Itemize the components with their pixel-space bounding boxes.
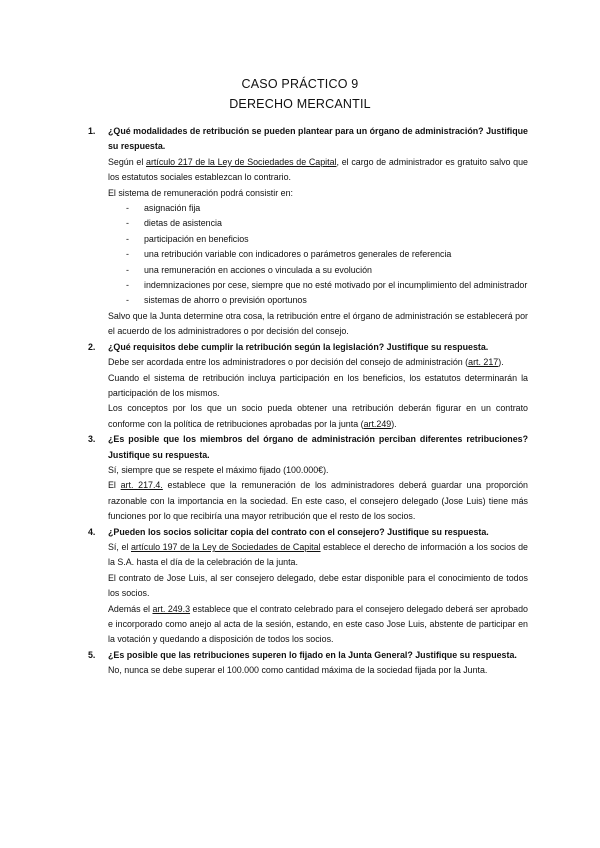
- remuneration-list: [108, 201, 528, 309]
- answer-paragraph: [108, 478, 528, 524]
- question-number: 3.: [88, 434, 96, 445]
- list-item: - indemnizaciones por cese, siempre que no esté motivado por el incumplimiento del administrador: [126, 280, 528, 291]
- law-reference-link[interactable]: art.249: [363, 418, 392, 429]
- question-text: ¿Es posible que los miembros del órgano de administración perciban diferentes retribuciones? Justifique su respuesta.: [108, 434, 528, 460]
- answer-text: Además el: [108, 603, 153, 614]
- question-number: 1.: [88, 126, 96, 136]
- answer-paragraph: El sistema de remuneración podrá consistir en:: [108, 187, 293, 198]
- question-2: [88, 340, 528, 355]
- answer-paragraph: [108, 155, 528, 186]
- answer-paragraph: Sí, siempre que se respete el máximo fijado (100.000€).: [108, 464, 329, 475]
- answer-text: establece que el contrato celebrado para el consejero delegado deberá ser aprobado e incorporado como anejo al acta de la sesión, estando, en este caso Jose Luis, abstente de participar en la votación y quedando a disposición de todos los socios.: [108, 603, 528, 645]
- question-text: ¿Qué requisitos debe cumplir la retribución según la legislación? Justifique su respuesta.: [108, 341, 489, 352]
- list-item: - dietas de asistencia: [126, 218, 222, 229]
- question-text: ¿Pueden los socios solicitar copia del contrato con el consejero? Justifique su respuesta.: [108, 526, 489, 537]
- answer-text: Sí, el: [108, 541, 131, 552]
- question-block-1: [88, 124, 528, 340]
- question-block-4: [88, 525, 528, 648]
- question-3: [88, 432, 528, 463]
- question-block-2: [88, 340, 528, 432]
- list-item: - asignación fija: [126, 203, 201, 214]
- list-item: - una retribución variable con indicadores o parámetros generales de referencia: [126, 249, 452, 260]
- list-item: - participación en beneficios: [126, 233, 249, 244]
- question-block-3: [88, 432, 528, 524]
- answer-text: El: [108, 480, 121, 491]
- answer-text: establece que la remuneración de los administradores deberá guardar una proporción razonable con la importancia en la sociedad. En este caso, el consejero delegado (Jose Luis) tiene más funciones por lo que recibiría una mayor retribución que el resto de los socios.: [108, 480, 528, 522]
- question-4: [88, 525, 528, 540]
- list-item: - una remuneración en acciones o vinculada a su evolución: [126, 264, 372, 275]
- law-reference-link[interactable]: art. 217.4.: [120, 480, 163, 491]
- answer-paragraph: [108, 401, 528, 432]
- question-number: 4.: [88, 526, 96, 537]
- answer-paragraph: [108, 355, 528, 370]
- answer-text: , el cargo de administrador es gratuito salvo que los estatutos sociales establezcan lo contrario.: [108, 156, 528, 183]
- document-subtitle: DERECHO MERCANTIL: [229, 97, 371, 111]
- law-reference-link[interactable]: art. 249.3: [152, 603, 191, 614]
- answer-paragraph: [108, 540, 528, 571]
- answer-paragraph: [108, 602, 528, 648]
- list-item: - sistemas de ahorro o previsión oportunos: [126, 295, 307, 306]
- document-body: [88, 124, 528, 679]
- answer-paragraph: El contrato de Jose Luis, al ser consejero delegado, debe estar disponible para el conocimiento de todos los socios.: [108, 572, 528, 599]
- question-text: ¿Es posible que las retribuciones superen lo fijado en la Junta General? Justifique su respuesta.: [108, 649, 517, 660]
- question-5: [88, 648, 528, 663]
- answer-paragraph: Cuando el sistema de retribución incluya participación en los beneficios, los estatutos determinarán la participación de los mismos.: [108, 372, 528, 398]
- law-reference-link[interactable]: art. 217: [468, 357, 499, 368]
- question-number: 5.: [88, 649, 96, 660]
- answer-text: establece el derecho de información a los socios de la S.A. hasta el día de la celebración de la junta.: [108, 541, 528, 568]
- question-text: ¿Qué modalidades de retribución se pueden plantear para un órgano de administración? Justifique su respuesta.: [108, 126, 528, 152]
- question-1: [88, 124, 528, 155]
- question-block-5: [88, 648, 528, 679]
- answer-paragraph: No, nunca se debe superar el 100.000 como cantidad máxima de la sociedad fijada por la Junta.: [108, 665, 488, 676]
- answer-text: Los conceptos por los que un socio pueda obtener una retribución deberán figurar en un contrato conforme con la política de retribuciones aprobadas por la junta (: [108, 403, 528, 429]
- law-reference-link[interactable]: artículo 197 de la Ley de Sociedades de Capital: [130, 541, 321, 552]
- question-number: 2.: [88, 341, 96, 352]
- law-reference-link[interactable]: artículo 217 de la Ley de Sociedades de Capital: [146, 156, 337, 167]
- answer-paragraph: Salvo que la Junta determine otra cosa, la retribución entre el órgano de administración se establecerá por el acuerdo de los administradores o por decisión del consejo.: [108, 310, 528, 337]
- document-title: CASO PRÁCTICO 9: [241, 77, 359, 91]
- answer-text: Debe ser acordada entre los administradores o por decisión del consejo de administración (: [108, 357, 469, 368]
- answer-text: ).: [391, 418, 397, 429]
- answer-text: ).: [498, 357, 504, 368]
- answer-text: Según el: [108, 156, 147, 167]
